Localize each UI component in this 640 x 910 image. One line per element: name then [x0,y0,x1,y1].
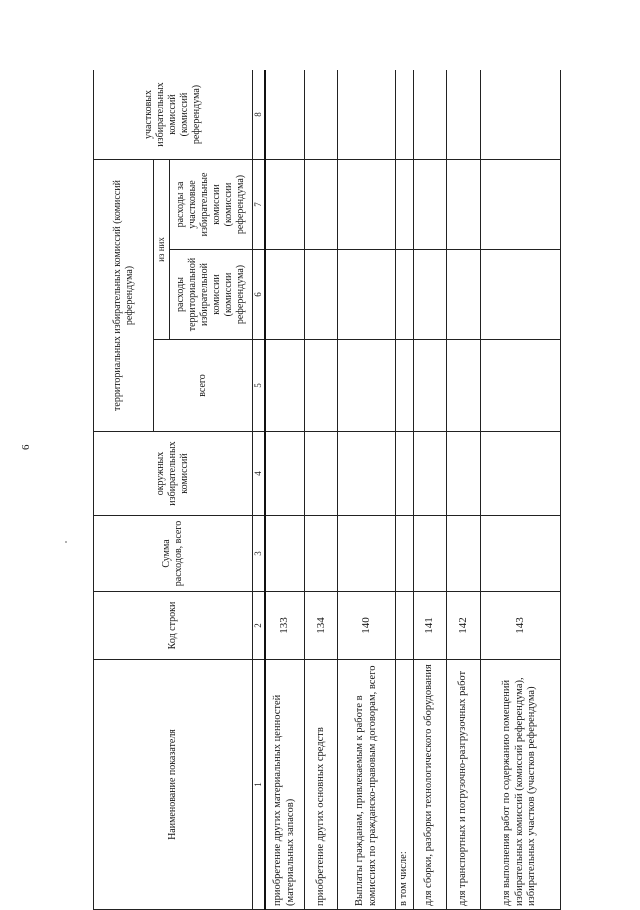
header-territorial-precinct: расходы за участковые избирательные комиссии (комиссии референдума) [169,160,252,250]
column-number: 3 [252,516,264,592]
empty-cell [265,250,305,340]
empty-cell [265,70,305,160]
empty-cell [480,432,560,516]
empty-cell [480,516,560,592]
empty-cell [446,432,480,516]
scan-speck [65,541,67,543]
column-number: 6 [252,250,264,340]
empty-cell [413,516,446,592]
empty-cell [338,432,396,516]
header-district: окружных избирательных комиссий [94,432,253,516]
table-row [413,70,446,910]
empty-cell [265,432,305,516]
row-name: для выполнения работ по содержанию помещений избирательных комиссий (комиссий референдума), избирательных участков (участков референдума) [480,660,560,910]
empty-cell [338,70,396,160]
table-row [265,70,305,910]
empty-cell [305,340,338,432]
empty-cell [480,250,560,340]
header-code: Код строки [94,592,253,660]
empty-cell [265,340,305,432]
empty-cell [305,70,338,160]
empty-cell [305,516,338,592]
row-name: для транспортных и погрузочно-разгрузочных работ [446,660,480,910]
empty-cell [338,516,396,592]
empty-cell [338,250,396,340]
row-name: Выплаты гражданам, привлекаемым к работе в комиссиях по гражданско-правовым договорам, всего [338,660,396,910]
row-name: для сборки, разборки технологического оборудования [413,660,446,910]
row-code: 140 [338,592,396,660]
header-of-which: из них [154,160,170,340]
rotated-table-container [93,70,613,910]
empty-cell [396,516,414,592]
empty-cell [480,70,560,160]
row-name: приобретение других основных средств [305,660,338,910]
column-number: 5 [252,340,264,432]
table-row [446,70,480,910]
row-code: 134 [305,592,338,660]
empty-cell [413,70,446,160]
page-number: 6 [20,444,32,450]
empty-cell [305,250,338,340]
empty-cell [480,160,560,250]
row-name: в том числе: [396,660,414,910]
header-territorial-own: расходы территориальной избирательной комиссии (комиссии референдума) [169,250,252,340]
empty-cell [480,340,560,432]
empty-cell [446,340,480,432]
column-number: 7 [252,160,264,250]
column-number-row [252,70,264,910]
header-total: Сумма расходов, всего [94,516,253,592]
empty-cell [446,516,480,592]
row-code: 142 [446,592,480,660]
empty-cell [265,160,305,250]
row-name: приобретение других материальных ценностей (материальных запасов) [265,660,305,910]
empty-cell [446,70,480,160]
rotated-page-content [93,70,613,910]
empty-cell [305,160,338,250]
empty-cell [396,160,414,250]
empty-cell [396,250,414,340]
row-code: 141 [413,592,446,660]
empty-cell [265,516,305,592]
column-number: 4 [252,432,264,516]
empty-cell [305,432,338,516]
row-code: 133 [265,592,305,660]
row-code [396,592,414,660]
table-row [396,70,414,910]
expense-table [93,70,561,910]
empty-cell [338,160,396,250]
empty-cell [396,340,414,432]
empty-cell [413,432,446,516]
empty-cell [446,160,480,250]
empty-cell [413,250,446,340]
empty-cell [413,160,446,250]
header-precinct: участковых избирательных комиссий (комиссий референдума) [94,70,253,160]
column-number: 2 [252,592,264,660]
header-territorial-total: всего [154,340,253,432]
empty-cell [396,432,414,516]
column-number: 8 [252,70,264,160]
empty-cell [446,250,480,340]
header-territorial: территориальных избирательных комиссий (комиссий референдума) [94,160,154,432]
table-row [480,70,560,910]
table-row [338,70,396,910]
empty-cell [413,340,446,432]
empty-cell [396,70,414,160]
header-name: Наименование показателя [94,660,253,910]
table-row [305,70,338,910]
column-number: 1 [252,660,264,910]
row-code: 143 [480,592,560,660]
empty-cell [338,340,396,432]
